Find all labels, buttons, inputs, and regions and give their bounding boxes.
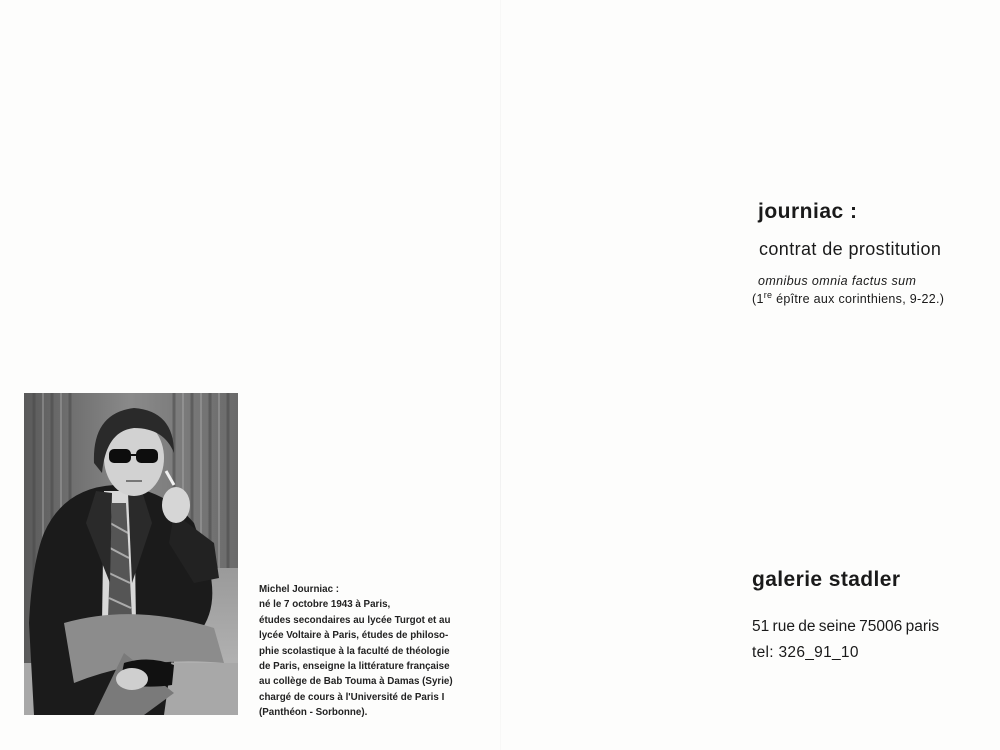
bio-line: au collège de Bab Touma à Damas (Syrie) bbox=[259, 676, 453, 688]
artist-portrait-photo bbox=[24, 393, 238, 715]
latin-quote: omnibus omnia factus sum bbox=[758, 274, 917, 288]
portrait-photo-icon bbox=[24, 393, 238, 715]
bio-line: phie scolastique à la faculté de théologie bbox=[259, 645, 450, 657]
event-subtitle: contrat de prostitution bbox=[759, 239, 942, 259]
bio-line: études secondaires au lycée Turgot et au bbox=[259, 614, 451, 626]
page-fold bbox=[500, 0, 501, 750]
gallery-phone: tel: 326_91_10 bbox=[752, 644, 859, 661]
bio-line: né le 7 octobre 1943 à Paris, bbox=[259, 599, 391, 611]
bio-line: de Paris, enseigne la littérature française bbox=[259, 661, 450, 673]
gallery-address: 51 rue de seine 75006 paris bbox=[752, 618, 940, 635]
gallery-info bbox=[752, 566, 992, 661]
bio-line: (Panthéon - Sorbonne). bbox=[259, 707, 368, 719]
bio-line: chargé de cours à l'Université de Paris I bbox=[259, 691, 445, 703]
artist-bio bbox=[259, 582, 481, 721]
reference-open: (1 bbox=[752, 292, 764, 306]
bio-line: lycée Voltaire à Paris, études de philoso- bbox=[259, 630, 449, 642]
bible-reference bbox=[752, 290, 944, 306]
event-title-block bbox=[752, 198, 990, 306]
gallery-name: galerie stadler bbox=[752, 568, 901, 591]
bio-line: Michel Journiac : bbox=[259, 584, 340, 595]
reference-rest: épître aux corinthiens, 9-22.) bbox=[772, 292, 945, 306]
reference-superscript: re bbox=[763, 290, 773, 300]
event-title: journiac : bbox=[758, 200, 858, 223]
